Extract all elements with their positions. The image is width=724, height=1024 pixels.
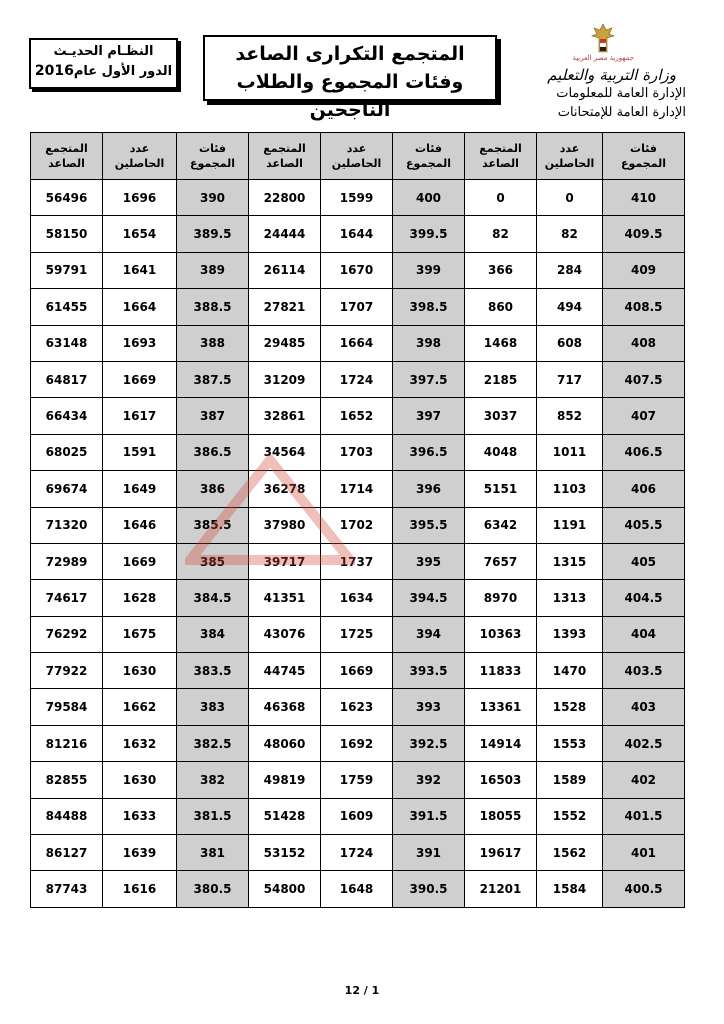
count-cell: 284	[537, 252, 603, 288]
cumulative-cell: 11833	[465, 653, 537, 689]
table-row	[31, 689, 685, 725]
cumulative-cell: 43076	[249, 616, 321, 652]
column-header	[537, 133, 603, 180]
count-cell: 1737	[321, 543, 393, 579]
count-cell: 494	[537, 289, 603, 325]
cumulative-cell: 56496	[31, 180, 103, 216]
count-cell: 1616	[103, 871, 177, 907]
round-text: الدور الأول عام	[73, 64, 173, 79]
count-cell: 1552	[537, 798, 603, 834]
score-category-cell: 387	[177, 398, 249, 434]
cumulative-cell: 86127	[31, 835, 103, 871]
count-cell: 1628	[103, 580, 177, 616]
score-category-cell: 401	[603, 835, 685, 871]
score-category-cell: 394	[393, 616, 465, 652]
column-header	[603, 133, 685, 180]
score-category-cell: 407.5	[603, 361, 685, 397]
count-cell: 1315	[537, 543, 603, 579]
column-header-line2: المجموع	[621, 157, 666, 170]
cumulative-cell: 82855	[31, 762, 103, 798]
count-cell: 1641	[103, 252, 177, 288]
table-row	[31, 216, 685, 252]
cumulative-cell: 26114	[249, 252, 321, 288]
cumulative-cell: 14914	[465, 725, 537, 761]
cumulative-cell: 49819	[249, 762, 321, 798]
count-cell: 1633	[103, 798, 177, 834]
cumulative-cell: 46368	[249, 689, 321, 725]
column-header	[31, 133, 103, 180]
score-category-cell: 381.5	[177, 798, 249, 834]
cumulative-cell: 79584	[31, 689, 103, 725]
score-category-cell: 392	[393, 762, 465, 798]
column-header-line2: الصاعد	[48, 157, 85, 170]
count-cell: 1669	[321, 653, 393, 689]
cumulative-cell: 6342	[465, 507, 537, 543]
count-cell: 1589	[537, 762, 603, 798]
column-header-line2: الحاصلين	[114, 157, 165, 170]
count-cell: 1617	[103, 398, 177, 434]
column-header-line2: الصاعد	[266, 157, 303, 170]
count-cell: 1623	[321, 689, 393, 725]
count-cell: 1562	[537, 835, 603, 871]
column-header-line1: عدد	[129, 142, 150, 155]
score-category-cell: 397.5	[393, 361, 465, 397]
column-header	[321, 133, 393, 180]
score-category-cell: 392.5	[393, 725, 465, 761]
column-header	[393, 133, 465, 180]
cumulative-cell: 82	[465, 216, 537, 252]
cumulative-cell: 87743	[31, 871, 103, 907]
score-category-cell: 404.5	[603, 580, 685, 616]
cumulative-cell: 36278	[249, 471, 321, 507]
cumulative-cell: 0	[465, 180, 537, 216]
cumulative-cell: 39717	[249, 543, 321, 579]
count-cell: 1649	[103, 471, 177, 507]
table-row	[31, 871, 685, 907]
count-cell: 82	[537, 216, 603, 252]
column-header	[177, 133, 249, 180]
column-header-line1: المتجمع	[263, 142, 306, 155]
cumulative-cell: 18055	[465, 798, 537, 834]
count-cell: 1639	[103, 835, 177, 871]
title-box	[203, 35, 497, 121]
column-header-line1: عدد	[346, 142, 367, 155]
table-body	[31, 180, 685, 908]
count-cell: 1702	[321, 507, 393, 543]
score-category-cell: 400.5	[603, 871, 685, 907]
cumulative-cell: 860	[465, 289, 537, 325]
score-category-cell: 399	[393, 252, 465, 288]
cumulative-cell: 61455	[31, 289, 103, 325]
score-category-cell: 386	[177, 471, 249, 507]
table-row	[31, 325, 685, 361]
page-title: المتجمع التكرارى الصاعد	[235, 43, 465, 65]
count-cell: 1630	[103, 653, 177, 689]
cumulative-cell: 8970	[465, 580, 537, 616]
score-category-cell: 408.5	[603, 289, 685, 325]
dept-exams-label: الإدارة العامة للإمتحانات	[557, 105, 686, 120]
score-category-cell: 403.5	[603, 653, 685, 689]
count-cell: 1692	[321, 725, 393, 761]
cumulative-cell: 37980	[249, 507, 321, 543]
table-row	[31, 835, 685, 871]
year: 2016	[34, 63, 74, 79]
score-category-cell: 396.5	[393, 434, 465, 470]
score-category-cell: 409	[603, 252, 685, 288]
column-header-line2: الحاصلين	[544, 157, 595, 170]
cumulative-cell: 69674	[31, 471, 103, 507]
cumulative-cell: 13361	[465, 689, 537, 725]
score-category-cell: 399.5	[393, 216, 465, 252]
count-cell: 1664	[103, 289, 177, 325]
table-row	[31, 471, 685, 507]
score-category-cell: 401.5	[603, 798, 685, 834]
cumulative-cell: 44745	[249, 653, 321, 689]
table-row	[31, 580, 685, 616]
score-category-cell: 382.5	[177, 725, 249, 761]
count-cell: 1609	[321, 798, 393, 834]
count-cell: 0	[537, 180, 603, 216]
ministry-logo	[536, 22, 686, 124]
score-category-cell: 397	[393, 398, 465, 434]
cumulative-cell: 63148	[31, 325, 103, 361]
count-cell: 1393	[537, 616, 603, 652]
ministry-label: وزارة التربية والتعليم	[547, 66, 676, 84]
score-category-cell: 409.5	[603, 216, 685, 252]
score-category-cell: 406	[603, 471, 685, 507]
cumulative-cell: 51428	[249, 798, 321, 834]
score-category-cell: 383.5	[177, 653, 249, 689]
cumulative-cell: 24444	[249, 216, 321, 252]
column-header-line1: عدد	[559, 142, 580, 155]
cumulative-cell: 3037	[465, 398, 537, 434]
count-cell: 1724	[321, 361, 393, 397]
cumulative-cell: 64817	[31, 361, 103, 397]
cumulative-frequency-table	[30, 132, 685, 908]
table-row	[31, 361, 685, 397]
cumulative-cell: 27821	[249, 289, 321, 325]
column-header-line1: فئات	[630, 142, 657, 155]
score-category-cell: 390.5	[393, 871, 465, 907]
cumulative-cell: 66434	[31, 398, 103, 434]
count-cell: 1634	[321, 580, 393, 616]
score-category-cell: 389	[177, 252, 249, 288]
column-header-line2: المجموع	[190, 157, 235, 170]
count-cell: 1714	[321, 471, 393, 507]
score-category-cell: 410	[603, 180, 685, 216]
cumulative-cell: 21201	[465, 871, 537, 907]
column-header	[103, 133, 177, 180]
cumulative-cell: 77922	[31, 653, 103, 689]
count-cell: 1654	[103, 216, 177, 252]
score-category-cell: 388	[177, 325, 249, 361]
cumulative-cell: 54800	[249, 871, 321, 907]
table-row	[31, 507, 685, 543]
score-category-cell: 405	[603, 543, 685, 579]
score-category-cell: 394.5	[393, 580, 465, 616]
score-category-cell: 395	[393, 543, 465, 579]
cumulative-cell: 366	[465, 252, 537, 288]
cumulative-cell: 29485	[249, 325, 321, 361]
score-category-cell: 385.5	[177, 507, 249, 543]
column-header-line2: المجموع	[406, 157, 451, 170]
table-row	[31, 653, 685, 689]
column-header-line2: الحاصلين	[331, 157, 382, 170]
column-header-line2: الصاعد	[482, 157, 519, 170]
table-header	[31, 133, 685, 180]
count-cell: 1696	[103, 180, 177, 216]
count-cell: 1652	[321, 398, 393, 434]
count-cell: 1313	[537, 580, 603, 616]
count-cell: 1724	[321, 835, 393, 871]
score-category-cell: 408	[603, 325, 685, 361]
count-cell: 1675	[103, 616, 177, 652]
score-category-cell: 384.5	[177, 580, 249, 616]
table-row	[31, 180, 685, 216]
count-cell: 1591	[103, 434, 177, 470]
cumulative-cell: 59791	[31, 252, 103, 288]
count-cell: 1103	[537, 471, 603, 507]
score-category-cell: 383	[177, 689, 249, 725]
page-indicator: 12 / 1	[344, 984, 380, 997]
cumulative-cell: 68025	[31, 434, 103, 470]
score-category-cell: 393.5	[393, 653, 465, 689]
column-header	[465, 133, 537, 180]
eagle-emblem-icon	[590, 22, 616, 56]
count-cell: 1632	[103, 725, 177, 761]
table-row	[31, 434, 685, 470]
count-cell: 1693	[103, 325, 177, 361]
header-row	[31, 133, 685, 180]
score-category-cell: 398	[393, 325, 465, 361]
cumulative-cell: 58150	[31, 216, 103, 252]
cumulative-cell: 5151	[465, 471, 537, 507]
count-cell: 1470	[537, 653, 603, 689]
score-category-cell: 385	[177, 543, 249, 579]
score-category-cell: 384	[177, 616, 249, 652]
cumulative-cell: 31209	[249, 361, 321, 397]
score-category-cell: 407	[603, 398, 685, 434]
score-category-cell: 398.5	[393, 289, 465, 325]
count-cell: 1644	[321, 216, 393, 252]
score-category-cell: 389.5	[177, 216, 249, 252]
system-label: النظـام الحديـث	[53, 44, 154, 59]
score-category-cell: 393	[393, 689, 465, 725]
table-row	[31, 798, 685, 834]
cumulative-cell: 81216	[31, 725, 103, 761]
cumulative-cell: 10363	[465, 616, 537, 652]
cumulative-cell: 34564	[249, 434, 321, 470]
score-category-cell: 406.5	[603, 434, 685, 470]
table-row	[31, 725, 685, 761]
table-row	[31, 543, 685, 579]
count-cell: 1011	[537, 434, 603, 470]
score-category-cell: 387.5	[177, 361, 249, 397]
cumulative-cell: 48060	[249, 725, 321, 761]
count-cell: 1669	[103, 361, 177, 397]
cumulative-cell: 53152	[249, 835, 321, 871]
score-category-cell: 396	[393, 471, 465, 507]
count-cell: 1664	[321, 325, 393, 361]
table-row	[31, 252, 685, 288]
count-cell: 1191	[537, 507, 603, 543]
score-category-cell: 391	[393, 835, 465, 871]
score-category-cell: 404	[603, 616, 685, 652]
count-cell: 852	[537, 398, 603, 434]
cumulative-cell: 16503	[465, 762, 537, 798]
score-category-cell: 386.5	[177, 434, 249, 470]
column-header-line1: فئات	[415, 142, 442, 155]
count-cell: 1648	[321, 871, 393, 907]
count-cell: 717	[537, 361, 603, 397]
cumulative-cell: 19617	[465, 835, 537, 871]
count-cell: 1584	[537, 871, 603, 907]
count-cell: 1669	[103, 543, 177, 579]
score-category-cell: 402	[603, 762, 685, 798]
count-cell: 1646	[103, 507, 177, 543]
column-header-line1: المتجمع	[479, 142, 522, 155]
cumulative-cell: 1468	[465, 325, 537, 361]
score-category-cell: 390	[177, 180, 249, 216]
count-cell: 1599	[321, 180, 393, 216]
cumulative-cell: 7657	[465, 543, 537, 579]
cumulative-cell: 72989	[31, 543, 103, 579]
table-row	[31, 289, 685, 325]
cumulative-cell: 84488	[31, 798, 103, 834]
count-cell: 1759	[321, 762, 393, 798]
column-header	[249, 133, 321, 180]
count-cell: 1662	[103, 689, 177, 725]
count-cell: 1528	[537, 689, 603, 725]
dept-info-label: الإدارة العامة للمعلومات	[556, 86, 686, 101]
cumulative-cell: 41351	[249, 580, 321, 616]
score-category-cell: 403	[603, 689, 685, 725]
cumulative-cell: 22800	[249, 180, 321, 216]
page-subtitle: وفئات المجموع والطلاب الناجحين	[236, 71, 464, 121]
score-category-cell: 381	[177, 835, 249, 871]
results-table-container	[30, 132, 684, 908]
cumulative-cell: 71320	[31, 507, 103, 543]
score-category-cell: 400	[393, 180, 465, 216]
count-cell: 1725	[321, 616, 393, 652]
count-cell: 1707	[321, 289, 393, 325]
cumulative-cell: 74617	[31, 580, 103, 616]
cumulative-cell: 4048	[465, 434, 537, 470]
table-row	[31, 616, 685, 652]
column-header-line1: المتجمع	[45, 142, 88, 155]
table-row	[31, 762, 685, 798]
count-cell: 608	[537, 325, 603, 361]
score-category-cell: 391.5	[393, 798, 465, 834]
table-row	[31, 398, 685, 434]
cumulative-cell: 2185	[465, 361, 537, 397]
score-category-cell: 402.5	[603, 725, 685, 761]
count-cell: 1670	[321, 252, 393, 288]
score-category-cell: 380.5	[177, 871, 249, 907]
score-category-cell: 395.5	[393, 507, 465, 543]
score-category-cell: 405.5	[603, 507, 685, 543]
system-info-box	[29, 38, 178, 89]
cumulative-cell: 76292	[31, 616, 103, 652]
count-cell: 1703	[321, 434, 393, 470]
republic-label: جمهورية مصر العربية	[572, 54, 634, 62]
score-category-cell: 382	[177, 762, 249, 798]
count-cell: 1630	[103, 762, 177, 798]
cumulative-cell: 32861	[249, 398, 321, 434]
score-category-cell: 388.5	[177, 289, 249, 325]
count-cell: 1553	[537, 725, 603, 761]
round-label	[31, 61, 176, 82]
column-header-line1: فئات	[199, 142, 226, 155]
